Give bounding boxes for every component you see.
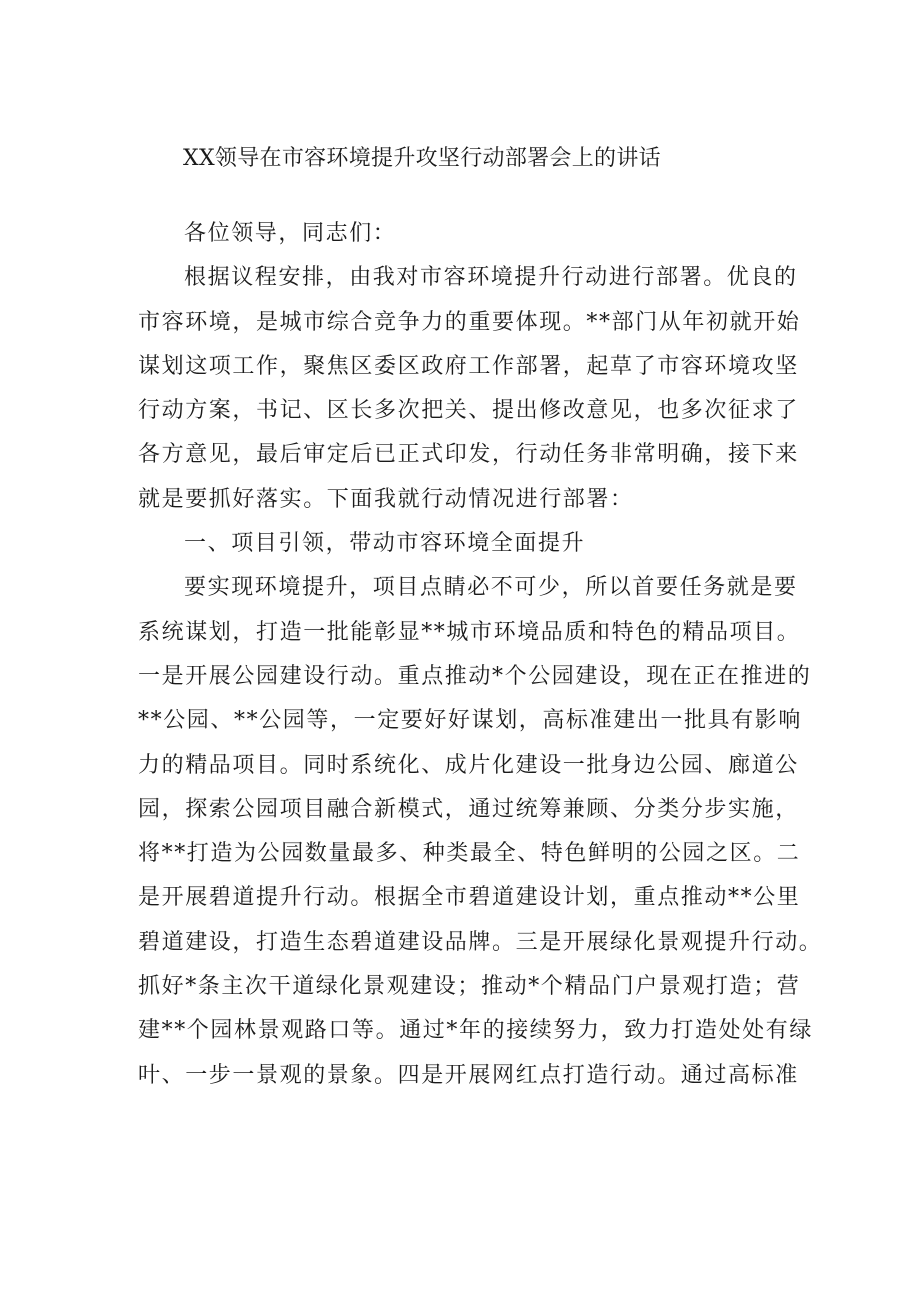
section-heading: 一、项目引领，带动市容环境全面提升 [184,531,586,557]
paragraph-line: 力的精品项目。同时系统化、成片化建设一批身边公园、廊道公 [138,752,799,778]
paragraph-line: 一是开展公园建设行动。重点推动*个公园建设，现在正在推进的 [138,663,812,689]
paragraph-line: 系统谋划，打造一批能彰显**城市环境品质和特色的精品项目。 [138,619,801,645]
paragraph-line: 是开展碧道提升行动。根据全市碧道建设计划，重点推动**公里 [138,885,801,911]
paragraph-line: 建**个园林景观路口等。通过*年的接续努力，致力打造处处有绿 [138,1018,814,1044]
paragraph-line: 园，探索公园项目融合新模式，通过统筹兼顾、分类分步实施， [138,796,799,822]
salutation: 各位领导，同志们： [184,221,397,246]
paragraph-line: 市容环境，是城市综合竞争力的重要体现。**部门从年初就开始 [138,309,801,335]
paragraph-line: 各方意见，最后审定后已正式印发，行动任务非常明确，接下来 [138,442,799,468]
paragraph-line: **公园、**公园等，一定要好好谋划，高标准建出一批具有影响 [138,708,803,734]
document-body [138,212,823,1098]
paragraph-line: 要实现环境提升，项目点睛必不可少，所以首要任务就是要 [184,575,798,601]
document-title: XX领导在市容环境提升攻坚行动部署会上的讲话 [183,146,661,171]
paragraph-line: 行动方案，书记、区长多次把关、提出修改意见，也多次征求了 [138,398,799,424]
paragraph-line: 根据议程安排，由我对市容环境提升行动进行部署。优良的 [184,265,798,291]
paragraph-line: 将**打造为公园数量最多、种类最全、特色鲜明的公园之区。二 [138,841,801,867]
paragraph-line: 就是要抓好落实。下面我就行动情况进行部署： [138,486,634,512]
paragraph-line: 谋划这项工作，聚焦区委区政府工作部署，起草了市容环境攻坚 [138,353,799,379]
paragraph-line: 叶、一步一景观的景象。四是开展网红点打造行动。通过高标准 [138,1062,799,1088]
paragraph-line: 抓好*条主次干道绿化景观建设；推动*个精品门户景观打造；营 [138,974,801,1000]
paragraph-line: 碧道建设，打造生态碧道建设品牌。三是开展绿化景观提升行动。 [138,929,823,955]
